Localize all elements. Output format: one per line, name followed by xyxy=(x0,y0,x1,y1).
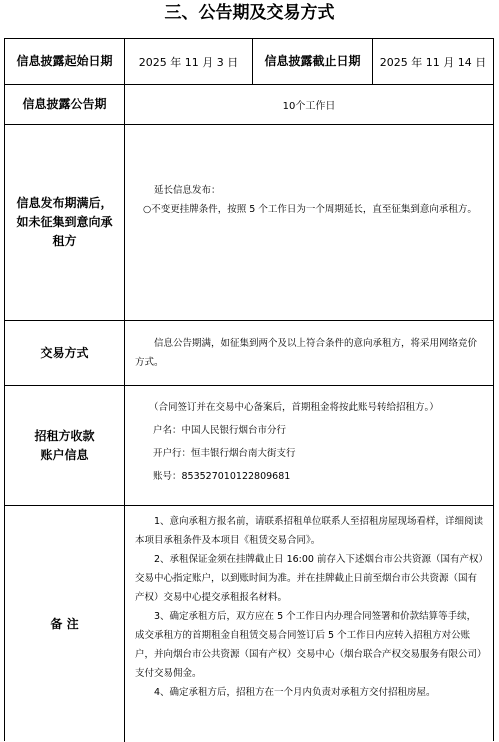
remark-item-3: 3、确定承租方后，双方应在 5 个工作日内办理合同签署和价款结算等手续，成交承租方的首期租金自租赁交易合同签订后 5 个工作日内应转入招租方对公账户，并向烟台市公共资源（国有产权）交易中心（烟台联合产权交易服务有限公司）支付交易佣金。 xyxy=(135,611,482,679)
trade-method-content xyxy=(125,321,493,386)
notice-period-value: 10个工作日 xyxy=(125,85,493,125)
section-title: 三、公告期及交易方式 xyxy=(164,3,335,23)
account-content xyxy=(125,386,493,506)
account-label-line1: 招租方收款 xyxy=(34,428,95,443)
trade-method-label: 交易方式 xyxy=(5,321,125,386)
remark-item-2: 2、承租保证金须在挂牌截止日 16:00 前存入下述烟台市公共资源（国有产权）交易中心指定账户，以到账时间为准。并在挂牌截止日前至烟台市公共资源（国有产权）交易中心提交承租报名材料。 xyxy=(135,554,484,603)
account-note: （合同签订并在交易中心备案后，首期租金将按此账号转给招租方。） xyxy=(149,402,439,413)
extension-text: ○不变更挂牌条件，按照 5 个工作日为一个周期延长，直至征集到意向承租方。 xyxy=(143,204,477,215)
start-date-label: 信息披露起始日期 xyxy=(5,39,125,85)
remarks-content xyxy=(125,506,493,742)
extension-content xyxy=(125,125,493,321)
extension-label xyxy=(5,125,125,321)
remarks-label: 备 注 xyxy=(5,506,125,742)
account-label xyxy=(5,386,125,506)
end-date-value: 2025 年 11 月 14 日 xyxy=(373,39,493,85)
extension-label-line2: 如未征集到意向承 xyxy=(16,215,113,229)
start-date-value: 2025 年 11 月 3 日 xyxy=(125,39,253,85)
account-label-line2: 账户信息 xyxy=(40,447,89,462)
remark-item-4: 4、确定承租方后，招租方在一个月内负责对承租方交付招租房屋。 xyxy=(154,687,436,698)
trade-method-text: 信息公告期满，如征集到两个及以上符合条件的意向承租方，将采用网络竞价方式。 xyxy=(135,338,478,368)
extension-heading: 延长信息发布： xyxy=(154,185,221,196)
remark-item-1: 1、意向承租方报名前，请联系招租单位联系人至招租房屋现场看样，详细阅读本项目承租条件及本项目《租赁交易合同》。 xyxy=(135,516,484,546)
extension-label-line3: 租方 xyxy=(52,234,77,248)
extension-label-line1: 信息发布期满后， xyxy=(16,196,113,210)
account-holder-name: 户名：中国人民银行烟台市分行 xyxy=(153,425,287,436)
announcement-table xyxy=(4,38,494,741)
end-date-label: 信息披露截止日期 xyxy=(253,39,373,85)
account-number: 账号：853527010122809681 xyxy=(153,471,291,482)
account-bank: 开户行：恒丰银行烟台南大街支行 xyxy=(153,448,296,459)
notice-period-label: 信息披露公告期 xyxy=(5,85,125,125)
